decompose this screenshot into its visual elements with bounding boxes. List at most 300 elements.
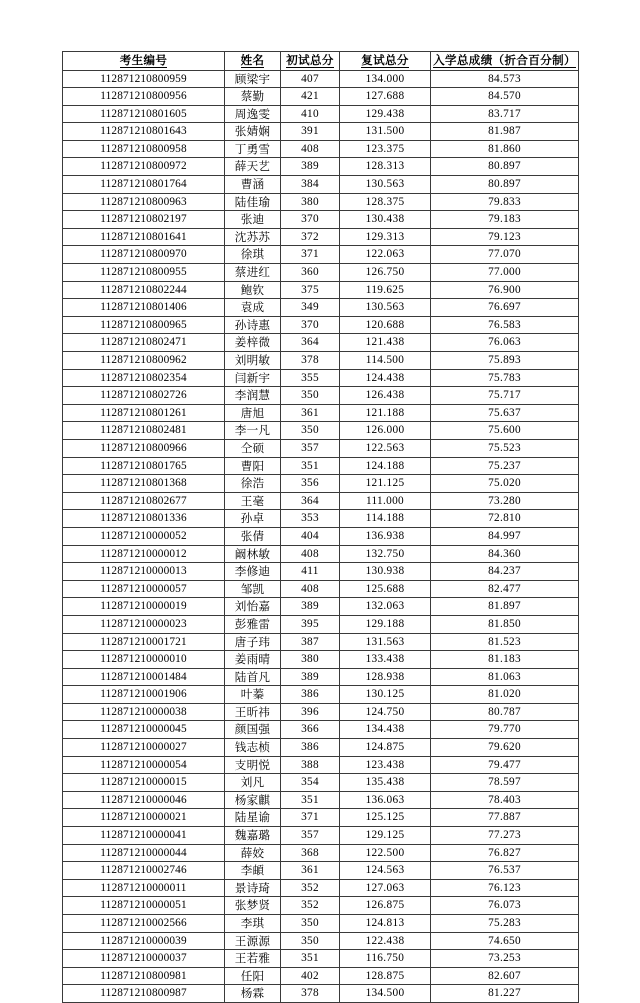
cell-candidate-id: 112871210000021 (63, 809, 225, 827)
cell-candidate-id: 112871210801406 (63, 299, 225, 317)
cell-name: 任阳 (225, 967, 281, 985)
cell-preliminary-score: 404 (281, 527, 340, 545)
column-header-preliminary-score (281, 52, 340, 71)
table-row (63, 545, 579, 563)
cell-preliminary-score: 360 (281, 264, 340, 282)
cell-retest-score: 131.500 (340, 123, 431, 141)
cell-total-score: 76.900 (431, 281, 579, 299)
cell-retest-score: 122.438 (340, 932, 431, 950)
cell-total-score: 77.000 (431, 264, 579, 282)
cell-retest-score: 127.688 (340, 88, 431, 106)
cell-retest-score: 111.000 (340, 492, 431, 510)
cell-total-score: 76.537 (431, 862, 579, 880)
cell-retest-score: 129.188 (340, 615, 431, 633)
cell-retest-score: 119.625 (340, 281, 431, 299)
table-row (63, 264, 579, 282)
cell-preliminary-score: 350 (281, 387, 340, 405)
cell-name: 王昕祎 (225, 703, 281, 721)
cell-name: 唐旭 (225, 404, 281, 422)
cell-total-score: 75.020 (431, 475, 579, 493)
table-row (63, 985, 579, 1003)
column-header-candidate-id (63, 52, 225, 71)
cell-candidate-id: 112871210001906 (63, 686, 225, 704)
cell-retest-score: 124.750 (340, 703, 431, 721)
table-row (63, 598, 579, 616)
cell-retest-score: 123.375 (340, 140, 431, 158)
cell-retest-score: 122.063 (340, 246, 431, 264)
cell-preliminary-score: 389 (281, 158, 340, 176)
cell-total-score: 76.697 (431, 299, 579, 317)
cell-name: 陆星谕 (225, 809, 281, 827)
cell-name: 陆佳瑜 (225, 193, 281, 211)
cell-name: 李頔 (225, 862, 281, 880)
cell-candidate-id: 112871210800972 (63, 158, 225, 176)
cell-name: 王源源 (225, 932, 281, 950)
cell-preliminary-score: 361 (281, 862, 340, 880)
cell-preliminary-score: 386 (281, 739, 340, 757)
cell-candidate-id: 112871210001484 (63, 668, 225, 686)
cell-retest-score: 128.875 (340, 967, 431, 985)
cell-candidate-id: 112871210000010 (63, 651, 225, 669)
cell-preliminary-score: 384 (281, 176, 340, 194)
cell-total-score: 73.280 (431, 492, 579, 510)
table-row (63, 809, 579, 827)
cell-candidate-id: 112871210000013 (63, 563, 225, 581)
table-row (63, 932, 579, 950)
table-row (63, 827, 579, 845)
cell-preliminary-score: 366 (281, 721, 340, 739)
table-row (63, 862, 579, 880)
cell-name: 闫新宇 (225, 369, 281, 387)
cell-preliminary-score: 387 (281, 633, 340, 651)
column-header-name-label: 姓名 (240, 53, 265, 67)
cell-retest-score: 133.438 (340, 651, 431, 669)
cell-candidate-id: 112871210802244 (63, 281, 225, 299)
table-body (63, 70, 579, 1002)
cell-preliminary-score: 350 (281, 422, 340, 440)
cell-candidate-id: 112871210802677 (63, 492, 225, 510)
table-row (63, 967, 579, 985)
cell-name: 蔡进红 (225, 264, 281, 282)
cell-candidate-id: 112871210800956 (63, 88, 225, 106)
table-row (63, 897, 579, 915)
cell-preliminary-score: 352 (281, 879, 340, 897)
cell-total-score: 80.897 (431, 158, 579, 176)
table-row (63, 721, 579, 739)
cell-name: 李一凡 (225, 422, 281, 440)
cell-preliminary-score: 357 (281, 439, 340, 457)
cell-name: 张婧娴 (225, 123, 281, 141)
cell-total-score: 78.403 (431, 791, 579, 809)
cell-candidate-id: 112871210801643 (63, 123, 225, 141)
cell-retest-score: 121.125 (340, 475, 431, 493)
cell-name: 丁勇雪 (225, 140, 281, 158)
cell-name: 张倩 (225, 527, 281, 545)
cell-retest-score: 120.688 (340, 316, 431, 334)
cell-total-score: 79.183 (431, 211, 579, 229)
cell-name: 姜梓微 (225, 334, 281, 352)
cell-total-score: 80.897 (431, 176, 579, 194)
cell-total-score: 79.123 (431, 228, 579, 246)
table-row (63, 246, 579, 264)
cell-candidate-id: 112871210800955 (63, 264, 225, 282)
cell-preliminary-score: 364 (281, 334, 340, 352)
table-row (63, 439, 579, 457)
cell-retest-score: 130.438 (340, 211, 431, 229)
cell-preliminary-score: 370 (281, 316, 340, 334)
cell-name: 曹阳 (225, 457, 281, 475)
table-row (63, 633, 579, 651)
cell-preliminary-score: 351 (281, 950, 340, 968)
cell-total-score: 84.360 (431, 545, 579, 563)
cell-name: 李润慧 (225, 387, 281, 405)
cell-total-score: 76.827 (431, 844, 579, 862)
cell-name: 袁成 (225, 299, 281, 317)
cell-preliminary-score: 375 (281, 281, 340, 299)
cell-preliminary-score: 408 (281, 580, 340, 598)
cell-name: 李修迪 (225, 563, 281, 581)
cell-name: 张迪 (225, 211, 281, 229)
cell-preliminary-score: 361 (281, 404, 340, 422)
table-header-row (63, 52, 579, 71)
cell-candidate-id: 112871210000037 (63, 950, 225, 968)
cell-candidate-id: 112871210800963 (63, 193, 225, 211)
cell-retest-score: 127.063 (340, 879, 431, 897)
cell-retest-score: 125.688 (340, 580, 431, 598)
table-row (63, 774, 579, 792)
cell-candidate-id: 112871210000054 (63, 756, 225, 774)
cell-total-score: 74.650 (431, 932, 579, 950)
cell-preliminary-score: 391 (281, 123, 340, 141)
cell-retest-score: 126.875 (340, 897, 431, 915)
cell-preliminary-score: 408 (281, 140, 340, 158)
table-row (63, 844, 579, 862)
cell-retest-score: 130.563 (340, 176, 431, 194)
table-row (63, 70, 579, 88)
cell-candidate-id: 112871210000045 (63, 721, 225, 739)
table-row (63, 88, 579, 106)
table-row (63, 334, 579, 352)
cell-preliminary-score: 371 (281, 809, 340, 827)
cell-total-score: 81.987 (431, 123, 579, 141)
cell-preliminary-score: 388 (281, 756, 340, 774)
cell-retest-score: 126.438 (340, 387, 431, 405)
cell-retest-score: 114.500 (340, 352, 431, 370)
cell-preliminary-score: 372 (281, 228, 340, 246)
cell-preliminary-score: 380 (281, 193, 340, 211)
cell-preliminary-score: 402 (281, 967, 340, 985)
cell-name: 魏嘉璐 (225, 827, 281, 845)
table-row (63, 369, 579, 387)
cell-candidate-id: 112871210800958 (63, 140, 225, 158)
table-row (63, 580, 579, 598)
column-header-retest-score (340, 52, 431, 71)
column-header-name (225, 52, 281, 71)
cell-total-score: 77.887 (431, 809, 579, 827)
table-row (63, 615, 579, 633)
cell-candidate-id: 112871210801605 (63, 105, 225, 123)
cell-total-score: 76.123 (431, 879, 579, 897)
cell-preliminary-score: 354 (281, 774, 340, 792)
cell-name: 刘明敏 (225, 352, 281, 370)
table-row (63, 950, 579, 968)
table-header (63, 52, 579, 71)
cell-retest-score: 134.000 (340, 70, 431, 88)
cell-retest-score: 130.563 (340, 299, 431, 317)
cell-candidate-id: 112871210000039 (63, 932, 225, 950)
cell-total-score: 77.273 (431, 827, 579, 845)
cell-retest-score: 128.375 (340, 193, 431, 211)
cell-preliminary-score: 410 (281, 105, 340, 123)
column-header-retest-score-label: 复试总分 (361, 53, 409, 67)
table-row (63, 651, 579, 669)
cell-total-score: 79.477 (431, 756, 579, 774)
cell-total-score: 73.253 (431, 950, 579, 968)
cell-total-score: 75.783 (431, 369, 579, 387)
table-row (63, 475, 579, 493)
cell-name: 叶蓁 (225, 686, 281, 704)
cell-preliminary-score: 411 (281, 563, 340, 581)
cell-preliminary-score: 368 (281, 844, 340, 862)
cell-name: 陆首凡 (225, 668, 281, 686)
cell-candidate-id: 112871210800987 (63, 985, 225, 1003)
table-row (63, 668, 579, 686)
cell-name: 徐浩 (225, 475, 281, 493)
cell-total-score: 82.477 (431, 580, 579, 598)
cell-preliminary-score: 396 (281, 703, 340, 721)
cell-retest-score: 124.438 (340, 369, 431, 387)
table-row (63, 879, 579, 897)
column-header-total-score-label: 入学总成绩（折合百分制） (433, 53, 576, 67)
cell-total-score: 75.283 (431, 915, 579, 933)
cell-name: 杨霖 (225, 985, 281, 1003)
cell-name: 沈苏苏 (225, 228, 281, 246)
cell-candidate-id: 112871210801764 (63, 176, 225, 194)
cell-preliminary-score: 351 (281, 457, 340, 475)
table-row (63, 387, 579, 405)
cell-retest-score: 122.500 (340, 844, 431, 862)
cell-name: 王若雅 (225, 950, 281, 968)
cell-total-score: 72.810 (431, 510, 579, 528)
table-row (63, 352, 579, 370)
cell-name: 仝硕 (225, 439, 281, 457)
cell-candidate-id: 112871210000023 (63, 615, 225, 633)
cell-retest-score: 136.938 (340, 527, 431, 545)
cell-retest-score: 129.438 (340, 105, 431, 123)
table-row (63, 299, 579, 317)
cell-candidate-id: 112871210000019 (63, 598, 225, 616)
cell-retest-score: 134.500 (340, 985, 431, 1003)
cell-candidate-id: 112871210802726 (63, 387, 225, 405)
cell-name: 支明悦 (225, 756, 281, 774)
cell-total-score: 81.850 (431, 615, 579, 633)
cell-total-score: 75.237 (431, 457, 579, 475)
column-header-preliminary-score-label: 初试总分 (286, 53, 334, 67)
cell-preliminary-score: 357 (281, 827, 340, 845)
cell-retest-score: 124.563 (340, 862, 431, 880)
cell-name: 徐琪 (225, 246, 281, 264)
cell-total-score: 81.860 (431, 140, 579, 158)
table-row (63, 422, 579, 440)
cell-total-score: 81.227 (431, 985, 579, 1003)
cell-candidate-id: 112871210800966 (63, 439, 225, 457)
table-row (63, 915, 579, 933)
cell-candidate-id: 112871210000027 (63, 739, 225, 757)
table-row (63, 404, 579, 422)
cell-name: 彭雅雷 (225, 615, 281, 633)
cell-name: 顾梁宇 (225, 70, 281, 88)
cell-retest-score: 128.313 (340, 158, 431, 176)
cell-candidate-id: 112871210000051 (63, 897, 225, 915)
table-row (63, 492, 579, 510)
cell-total-score: 84.573 (431, 70, 579, 88)
cell-preliminary-score: 408 (281, 545, 340, 563)
cell-preliminary-score: 350 (281, 915, 340, 933)
cell-total-score: 78.597 (431, 774, 579, 792)
cell-name: 刘怡嘉 (225, 598, 281, 616)
table-row (63, 211, 579, 229)
cell-total-score: 81.063 (431, 668, 579, 686)
cell-total-score: 75.893 (431, 352, 579, 370)
table-row (63, 228, 579, 246)
table-row (63, 791, 579, 809)
cell-total-score: 75.600 (431, 422, 579, 440)
cell-total-score: 80.787 (431, 703, 579, 721)
cell-name: 姜雨晴 (225, 651, 281, 669)
cell-candidate-id: 112871210000038 (63, 703, 225, 721)
cell-retest-score: 131.563 (340, 633, 431, 651)
cell-candidate-id: 112871210000015 (63, 774, 225, 792)
cell-name: 钱志桢 (225, 739, 281, 757)
cell-candidate-id: 112871210000012 (63, 545, 225, 563)
cell-total-score: 81.523 (431, 633, 579, 651)
cell-total-score: 75.523 (431, 439, 579, 457)
cell-preliminary-score: 356 (281, 475, 340, 493)
cell-candidate-id: 112871210800962 (63, 352, 225, 370)
cell-candidate-id: 112871210802354 (63, 369, 225, 387)
table-row (63, 176, 579, 194)
cell-retest-score: 114.188 (340, 510, 431, 528)
cell-name: 薛天艺 (225, 158, 281, 176)
cell-total-score: 84.997 (431, 527, 579, 545)
cell-preliminary-score: 364 (281, 492, 340, 510)
cell-name: 薛姣 (225, 844, 281, 862)
cell-candidate-id: 112871210002746 (63, 862, 225, 880)
cell-retest-score: 125.125 (340, 809, 431, 827)
cell-candidate-id: 112871210801261 (63, 404, 225, 422)
cell-preliminary-score: 389 (281, 668, 340, 686)
cell-retest-score: 132.063 (340, 598, 431, 616)
table-row (63, 123, 579, 141)
table-row (63, 158, 579, 176)
cell-name: 王毫 (225, 492, 281, 510)
cell-candidate-id: 112871210801336 (63, 510, 225, 528)
cell-candidate-id: 112871210000041 (63, 827, 225, 845)
cell-preliminary-score: 371 (281, 246, 340, 264)
cell-retest-score: 121.438 (340, 334, 431, 352)
table-row (63, 563, 579, 581)
cell-candidate-id: 112871210802481 (63, 422, 225, 440)
cell-name: 杨家麒 (225, 791, 281, 809)
cell-candidate-id: 112871210800959 (63, 70, 225, 88)
cell-retest-score: 135.438 (340, 774, 431, 792)
column-header-total-score (431, 52, 579, 71)
cell-total-score: 82.607 (431, 967, 579, 985)
table-row (63, 316, 579, 334)
cell-preliminary-score: 351 (281, 791, 340, 809)
cell-name: 邹凯 (225, 580, 281, 598)
cell-name: 孙卓 (225, 510, 281, 528)
cell-preliminary-score: 389 (281, 598, 340, 616)
cell-candidate-id: 112871210801368 (63, 475, 225, 493)
cell-name: 周逸雯 (225, 105, 281, 123)
table-row (63, 193, 579, 211)
cell-candidate-id: 112871210000052 (63, 527, 225, 545)
table-row (63, 281, 579, 299)
cell-retest-score: 124.813 (340, 915, 431, 933)
column-header-candidate-id-label: 考生编号 (119, 53, 168, 67)
cell-preliminary-score: 349 (281, 299, 340, 317)
cell-preliminary-score: 370 (281, 211, 340, 229)
cell-total-score: 84.237 (431, 563, 579, 581)
cell-retest-score: 130.938 (340, 563, 431, 581)
cell-name: 刘凡 (225, 774, 281, 792)
cell-preliminary-score: 380 (281, 651, 340, 669)
cell-name: 鲍钦 (225, 281, 281, 299)
cell-total-score: 81.020 (431, 686, 579, 704)
table-row (63, 510, 579, 528)
cell-preliminary-score: 352 (281, 897, 340, 915)
cell-retest-score: 126.750 (340, 264, 431, 282)
cell-candidate-id: 112871210000044 (63, 844, 225, 862)
cell-retest-score: 123.438 (340, 756, 431, 774)
score-table-container (62, 51, 578, 1003)
cell-preliminary-score: 378 (281, 985, 340, 1003)
cell-retest-score: 136.063 (340, 791, 431, 809)
cell-preliminary-score: 386 (281, 686, 340, 704)
cell-retest-score: 130.125 (340, 686, 431, 704)
cell-retest-score: 122.563 (340, 439, 431, 457)
cell-name: 蔡勤 (225, 88, 281, 106)
cell-retest-score: 124.188 (340, 457, 431, 475)
cell-candidate-id: 112871210801765 (63, 457, 225, 475)
cell-total-score: 84.570 (431, 88, 579, 106)
cell-name: 唐子玮 (225, 633, 281, 651)
admission-score-table (62, 51, 579, 1003)
cell-total-score: 76.583 (431, 316, 579, 334)
cell-total-score: 83.717 (431, 105, 579, 123)
cell-retest-score: 129.313 (340, 228, 431, 246)
cell-retest-score: 124.875 (340, 739, 431, 757)
cell-retest-score: 129.125 (340, 827, 431, 845)
cell-preliminary-score: 355 (281, 369, 340, 387)
cell-candidate-id: 112871210801641 (63, 228, 225, 246)
cell-candidate-id: 112871210800970 (63, 246, 225, 264)
cell-total-score: 75.637 (431, 404, 579, 422)
table-row (63, 105, 579, 123)
cell-name: 曹涵 (225, 176, 281, 194)
cell-retest-score: 116.750 (340, 950, 431, 968)
table-row (63, 457, 579, 475)
cell-name: 阚林敏 (225, 545, 281, 563)
cell-retest-score: 128.938 (340, 668, 431, 686)
table-row (63, 703, 579, 721)
table-row (63, 527, 579, 545)
cell-total-score: 79.833 (431, 193, 579, 211)
cell-retest-score: 132.750 (340, 545, 431, 563)
table-row (63, 686, 579, 704)
table-row (63, 739, 579, 757)
